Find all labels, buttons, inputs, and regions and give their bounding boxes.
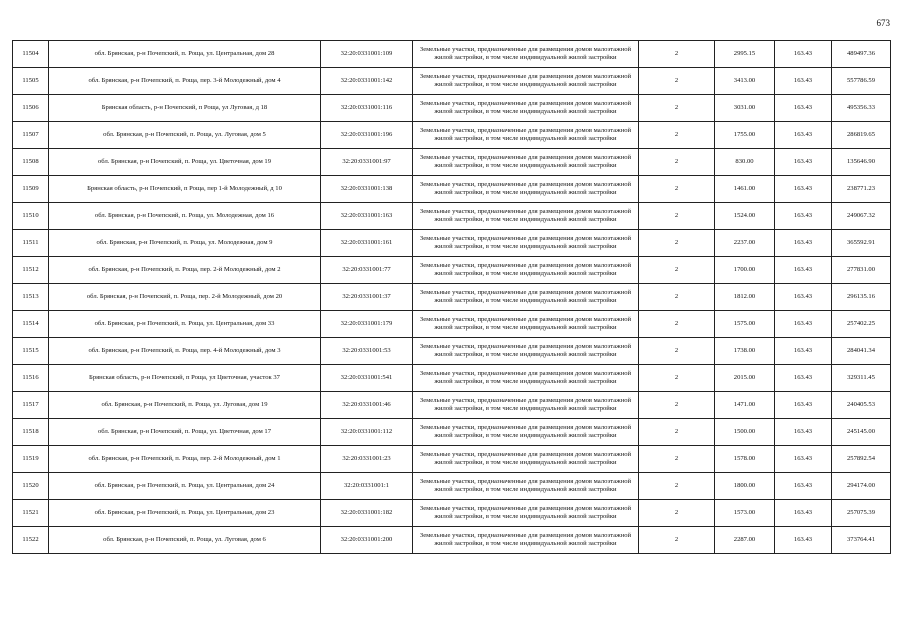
area-cell: 1578.00	[715, 446, 775, 473]
record-number-cell: 11510	[13, 203, 49, 230]
cadastral-value-cell: 245145.00	[832, 419, 891, 446]
area-cell: 1461.00	[715, 176, 775, 203]
address-cell: обл. Брянская, р-н Почепский, п. Роща, ул. Цветочная, дом 17	[49, 419, 321, 446]
record-number-cell: 11509	[13, 176, 49, 203]
land-use-cell: Земельные участки, предназначенные для размещения домов малоэтажной жилой застройки, в том числе индивидуальной жилой застройки	[413, 311, 639, 338]
group-cell: 2	[639, 365, 715, 392]
cadastral-value-cell: 495356.33	[832, 95, 891, 122]
address-cell: обл. Брянская, р-н Почепский, п. Роща, пер. 4-й Молодежный, дом 3	[49, 338, 321, 365]
table-row	[13, 149, 891, 176]
area-cell: 1524.00	[715, 203, 775, 230]
record-number-cell: 11514	[13, 311, 49, 338]
land-use-cell: Земельные участки, предназначенные для размещения домов малоэтажной жилой застройки, в том числе индивидуальной жилой застройки	[413, 68, 639, 95]
address-cell: обл. Брянская, р-н Почепский, п. Роща, пер. 2-й Молодежный, дом 1	[49, 446, 321, 473]
record-number-cell: 11516	[13, 365, 49, 392]
cadastral-value-cell: 294174.00	[832, 473, 891, 500]
record-number-cell: 11515	[13, 338, 49, 365]
group-cell: 2	[639, 338, 715, 365]
specific-value-cell: 163.43	[775, 311, 832, 338]
specific-value-cell: 163.43	[775, 257, 832, 284]
cadastral-value-cell: 249067.32	[832, 203, 891, 230]
record-number-cell: 11508	[13, 149, 49, 176]
cadastral-value-cell: 284041.34	[832, 338, 891, 365]
table-row	[13, 68, 891, 95]
area-cell: 1471.00	[715, 392, 775, 419]
table-row	[13, 500, 891, 527]
specific-value-cell: 163.43	[775, 41, 832, 68]
cadastral-value-cell: 257892.54	[832, 446, 891, 473]
land-use-cell: Земельные участки, предназначенные для размещения домов малоэтажной жилой застройки, в том числе индивидуальной жилой застройки	[413, 41, 639, 68]
land-use-cell: Земельные участки, предназначенные для размещения домов малоэтажной жилой застройки, в том числе индивидуальной жилой застройки	[413, 95, 639, 122]
specific-value-cell: 163.43	[775, 122, 832, 149]
group-cell: 2	[639, 95, 715, 122]
cadastral-value-cell: 557786.59	[832, 68, 891, 95]
record-number-cell: 11506	[13, 95, 49, 122]
table-row	[13, 203, 891, 230]
record-number-cell: 11512	[13, 257, 49, 284]
table-row	[13, 122, 891, 149]
group-cell: 2	[639, 203, 715, 230]
table-row	[13, 311, 891, 338]
area-cell: 2237.00	[715, 230, 775, 257]
land-use-cell: Земельные участки, предназначенные для размещения домов малоэтажной жилой застройки, в том числе индивидуальной жилой застройки	[413, 284, 639, 311]
address-cell: обл. Брянская, р-н Почепский, п. Роща, ул. Луговая, дом 6	[49, 527, 321, 554]
record-number-cell: 11504	[13, 41, 49, 68]
record-number-cell: 11519	[13, 446, 49, 473]
address-cell: обл. Брянская, р-н Почепский, п. Роща, ул. Цветочная, дом 19	[49, 149, 321, 176]
record-number-cell: 11511	[13, 230, 49, 257]
address-cell: Брянская область, р-н Почепский, п Роща, ул Луговая, д 18	[49, 95, 321, 122]
area-cell: 2015.00	[715, 365, 775, 392]
cadastral-number-cell: 32:20:0331001:541	[321, 365, 413, 392]
table-body	[13, 41, 891, 554]
cadastral-value-cell: 135646.90	[832, 149, 891, 176]
cadastral-number-cell: 32:20:0331001:161	[321, 230, 413, 257]
address-cell: обл. Брянская, р-н Почепский, п. Роща, ул. Центральная, дом 24	[49, 473, 321, 500]
cadastral-value-cell: 277831.00	[832, 257, 891, 284]
cadastral-number-cell: 32:20:0331001:97	[321, 149, 413, 176]
group-cell: 2	[639, 149, 715, 176]
address-cell: обл. Брянская, р-н Почепский, п. Роща, ул. Центральная, дом 23	[49, 500, 321, 527]
cadastral-number-cell: 32:20:0331001:109	[321, 41, 413, 68]
table-row	[13, 365, 891, 392]
cadastral-number-cell: 32:20:0331001:116	[321, 95, 413, 122]
area-cell: 2995.15	[715, 41, 775, 68]
group-cell: 2	[639, 392, 715, 419]
address-cell: Брянская область, р-н Почепский, п Роща, ул Цветочная, участок 37	[49, 365, 321, 392]
cadastral-number-cell: 32:20:0331001:196	[321, 122, 413, 149]
specific-value-cell: 163.43	[775, 500, 832, 527]
land-use-cell: Земельные участки, предназначенные для размещения домов малоэтажной жилой застройки, в том числе индивидуальной жилой застройки	[413, 500, 639, 527]
area-cell: 1738.00	[715, 338, 775, 365]
land-use-cell: Земельные участки, предназначенные для размещения домов малоэтажной жилой застройки, в том числе индивидуальной жилой застройки	[413, 473, 639, 500]
page-number: 673	[876, 18, 890, 28]
cadastral-number-cell: 32:20:0331001:182	[321, 500, 413, 527]
land-use-cell: Земельные участки, предназначенные для размещения домов малоэтажной жилой застройки, в том числе индивидуальной жилой застройки	[413, 338, 639, 365]
address-cell: обл. Брянская, р-н Почепский, п. Роща, ул. Молодежная, дом 16	[49, 203, 321, 230]
cadastral-number-cell: 32:20:0331001:46	[321, 392, 413, 419]
area-cell: 1573.00	[715, 500, 775, 527]
land-use-cell: Земельные участки, предназначенные для размещения домов малоэтажной жилой застройки, в том числе индивидуальной жилой застройки	[413, 122, 639, 149]
table-row	[13, 527, 891, 554]
record-number-cell: 11517	[13, 392, 49, 419]
specific-value-cell: 163.43	[775, 149, 832, 176]
table-row	[13, 473, 891, 500]
group-cell: 2	[639, 68, 715, 95]
table-row	[13, 176, 891, 203]
group-cell: 2	[639, 284, 715, 311]
group-cell: 2	[639, 257, 715, 284]
cadastral-value-cell: 240405.53	[832, 392, 891, 419]
table-row	[13, 338, 891, 365]
group-cell: 2	[639, 230, 715, 257]
cadastral-number-cell: 32:20:0331001:112	[321, 419, 413, 446]
land-use-cell: Земельные участки, предназначенные для размещения домов малоэтажной жилой застройки, в том числе индивидуальной жилой застройки	[413, 419, 639, 446]
area-cell: 1700.00	[715, 257, 775, 284]
address-cell: обл. Брянская, р-н Почепский, п. Роща, ул. Луговая, дом 19	[49, 392, 321, 419]
cadastral-value-cell: 329311.45	[832, 365, 891, 392]
specific-value-cell: 163.43	[775, 473, 832, 500]
land-use-cell: Земельные участки, предназначенные для размещения домов малоэтажной жилой застройки, в том числе индивидуальной жилой застройки	[413, 203, 639, 230]
area-cell: 3031.00	[715, 95, 775, 122]
land-use-cell: Земельные участки, предназначенные для размещения домов малоэтажной жилой застройки, в том числе индивидуальной жилой застройки	[413, 257, 639, 284]
cadastral-value-cell: 257075.39	[832, 500, 891, 527]
specific-value-cell: 163.43	[775, 419, 832, 446]
cadastral-value-cell: 489497.36	[832, 41, 891, 68]
specific-value-cell: 163.43	[775, 284, 832, 311]
group-cell: 2	[639, 176, 715, 203]
land-use-cell: Земельные участки, предназначенные для размещения домов малоэтажной жилой застройки, в том числе индивидуальной жилой застройки	[413, 392, 639, 419]
land-use-cell: Земельные участки, предназначенные для размещения домов малоэтажной жилой застройки, в том числе индивидуальной жилой застройки	[413, 446, 639, 473]
group-cell: 2	[639, 473, 715, 500]
cadastral-value-cell: 296135.16	[832, 284, 891, 311]
address-cell: обл. Брянская, р-н Почепский, п. Роща, ул. Луговая, дом 5	[49, 122, 321, 149]
specific-value-cell: 163.43	[775, 527, 832, 554]
specific-value-cell: 163.43	[775, 365, 832, 392]
cadastral-number-cell: 32:20:0331001:77	[321, 257, 413, 284]
record-number-cell: 11520	[13, 473, 49, 500]
cadastral-number-cell: 32:20:0331001:179	[321, 311, 413, 338]
table-row	[13, 392, 891, 419]
record-number-cell: 11522	[13, 527, 49, 554]
specific-value-cell: 163.43	[775, 203, 832, 230]
address-cell: обл. Брянская, р-н Почепский, п. Роща, пер. 2-й Молодежный, дом 2	[49, 257, 321, 284]
specific-value-cell: 163.43	[775, 230, 832, 257]
record-number-cell: 11521	[13, 500, 49, 527]
cadastral-number-cell: 32:20:0331001:200	[321, 527, 413, 554]
area-cell: 1575.00	[715, 311, 775, 338]
record-number-cell: 11513	[13, 284, 49, 311]
land-use-cell: Земельные участки, предназначенные для размещения домов малоэтажной жилой застройки, в том числе индивидуальной жилой застройки	[413, 176, 639, 203]
cadastral-number-cell: 32:20:0331001:53	[321, 338, 413, 365]
area-cell: 3413.00	[715, 68, 775, 95]
group-cell: 2	[639, 446, 715, 473]
table-row	[13, 41, 891, 68]
table-row	[13, 95, 891, 122]
cadastral-number-cell: 32:20:0331001:142	[321, 68, 413, 95]
table-row	[13, 257, 891, 284]
cadastral-value-table	[12, 40, 891, 554]
table-row	[13, 284, 891, 311]
area-cell: 1500.00	[715, 419, 775, 446]
group-cell: 2	[639, 122, 715, 149]
address-cell: обл. Брянская, р-н Почепский, п. Роща, пер. 3-й Молодежный, дом 4	[49, 68, 321, 95]
record-number-cell: 11518	[13, 419, 49, 446]
cadastral-value-cell: 373764.41	[832, 527, 891, 554]
specific-value-cell: 163.43	[775, 446, 832, 473]
specific-value-cell: 163.43	[775, 392, 832, 419]
group-cell: 2	[639, 41, 715, 68]
address-cell: обл. Брянская, р-н Почепский, п. Роща, ул. Центральная, дом 33	[49, 311, 321, 338]
cadastral-value-cell: 365592.91	[832, 230, 891, 257]
record-number-cell: 11505	[13, 68, 49, 95]
group-cell: 2	[639, 527, 715, 554]
cadastral-value-cell: 238771.23	[832, 176, 891, 203]
cadastral-value-cell: 286819.65	[832, 122, 891, 149]
table-row	[13, 446, 891, 473]
cadastral-number-cell: 32:20:0331001:138	[321, 176, 413, 203]
specific-value-cell: 163.43	[775, 338, 832, 365]
area-cell: 830.00	[715, 149, 775, 176]
table-row	[13, 230, 891, 257]
table-row	[13, 419, 891, 446]
group-cell: 2	[639, 419, 715, 446]
group-cell: 2	[639, 500, 715, 527]
specific-value-cell: 163.43	[775, 176, 832, 203]
land-use-cell: Земельные участки, предназначенные для размещения домов малоэтажной жилой застройки, в том числе индивидуальной жилой застройки	[413, 527, 639, 554]
area-cell: 1800.00	[715, 473, 775, 500]
group-cell: 2	[639, 311, 715, 338]
cadastral-number-cell: 32:20:0331001:1	[321, 473, 413, 500]
address-cell: обл. Брянская, р-н Почепский, п. Роща, пер. 2-й Молодежный, дом 20	[49, 284, 321, 311]
land-use-cell: Земельные участки, предназначенные для размещения домов малоэтажной жилой застройки, в том числе индивидуальной жилой застройки	[413, 149, 639, 176]
cadastral-number-cell: 32:20:0331001:37	[321, 284, 413, 311]
cadastral-value-cell: 257402.25	[832, 311, 891, 338]
address-cell: обл. Брянская, р-н Почепский, п. Роща, ул. Центральная, дом 28	[49, 41, 321, 68]
area-cell: 2287.00	[715, 527, 775, 554]
land-use-cell: Земельные участки, предназначенные для размещения домов малоэтажной жилой застройки, в том числе индивидуальной жилой застройки	[413, 230, 639, 257]
area-cell: 1812.00	[715, 284, 775, 311]
specific-value-cell: 163.43	[775, 68, 832, 95]
specific-value-cell: 163.43	[775, 95, 832, 122]
address-cell: обл. Брянская, р-н Почепский, п. Роща, ул. Молодежная, дом 9	[49, 230, 321, 257]
cadastral-number-cell: 32:20:0331001:23	[321, 446, 413, 473]
land-use-cell: Земельные участки, предназначенные для размещения домов малоэтажной жилой застройки, в том числе индивидуальной жилой застройки	[413, 365, 639, 392]
area-cell: 1755.00	[715, 122, 775, 149]
address-cell: Брянская область, р-н Почепский, п Роща, пер 1-й Молодежный, д 10	[49, 176, 321, 203]
cadastral-number-cell: 32:20:0331001:163	[321, 203, 413, 230]
record-number-cell: 11507	[13, 122, 49, 149]
